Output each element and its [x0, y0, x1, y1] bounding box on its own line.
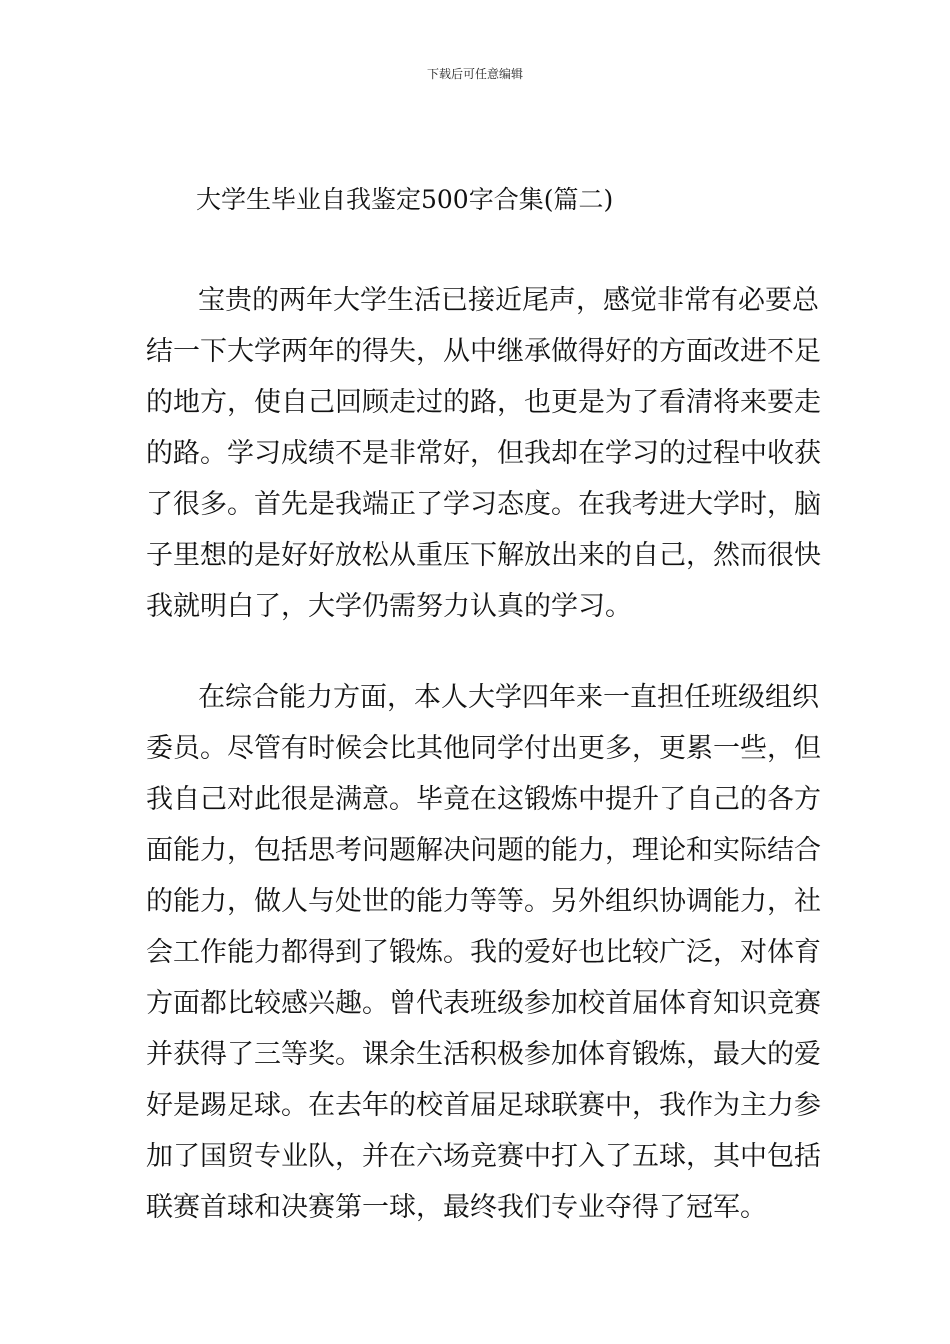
paragraph-line: 联赛首球和决赛第一球，最终我们专业夺得了冠军。	[146, 1192, 767, 1223]
paragraph-line: 结一下大学两年的得失，从中继承做得好的方面改进不足	[146, 336, 821, 367]
paragraph-1	[146, 275, 821, 632]
paragraph-line: 方面都比较感兴趣。曾代表班级参加校首届体育知识竞赛	[146, 988, 821, 1019]
paragraph-line: 好是踢足球。在去年的校首届足球联赛中，我作为主力参	[146, 1090, 821, 1121]
header-note: 下载后可任意编辑	[426, 67, 523, 81]
paragraph-line: 我就明白了，大学仍需努力认真的学习。	[146, 591, 632, 622]
paragraph-line: 的地方，使自己回顾走过的路，也更是为了看清将来要走	[146, 387, 821, 418]
paragraph-line: 在综合能力方面，本人大学四年来一直担任班级组织	[198, 682, 819, 713]
paragraph-line: 会工作能力都得到了锻炼。我的爱好也比较广泛，对体育	[146, 937, 821, 968]
paragraph-line: 并获得了三等奖。课余生活积极参加体育锻炼，最大的爱	[146, 1039, 821, 1070]
paragraph-line: 加了国贸专业队，并在六场竞赛中打入了五球，其中包括	[146, 1141, 821, 1172]
paragraph-line: 子里想的是好好放松从重压下解放出来的自己，然而很快	[146, 540, 821, 571]
paragraph-line: 委员。尽管有时候会比其他同学付出更多，更累一些，但	[146, 733, 821, 764]
paragraph-line: 面能力，包括思考问题解决问题的能力，理论和实际结合	[146, 835, 821, 866]
paragraph-line: 了很多。首先是我端正了学习态度。在我考进大学时，脑	[146, 489, 821, 520]
paragraph-line: 的路。学习成绩不是非常好，但我却在学习的过程中收获	[146, 438, 821, 469]
paragraph-line: 的能力，做人与处世的能力等等。另外组织协调能力，社	[146, 886, 821, 917]
paragraph-line: 宝贵的两年大学生活已接近尾声，感觉非常有必要总	[198, 285, 819, 316]
document-title: 大学生毕业自我鉴定500字合集(篇二)	[196, 185, 614, 214]
paragraph-line: 我自己对此很是满意。毕竟在这锻炼中提升了自己的各方	[146, 784, 821, 815]
paragraph-2	[146, 672, 821, 1233]
